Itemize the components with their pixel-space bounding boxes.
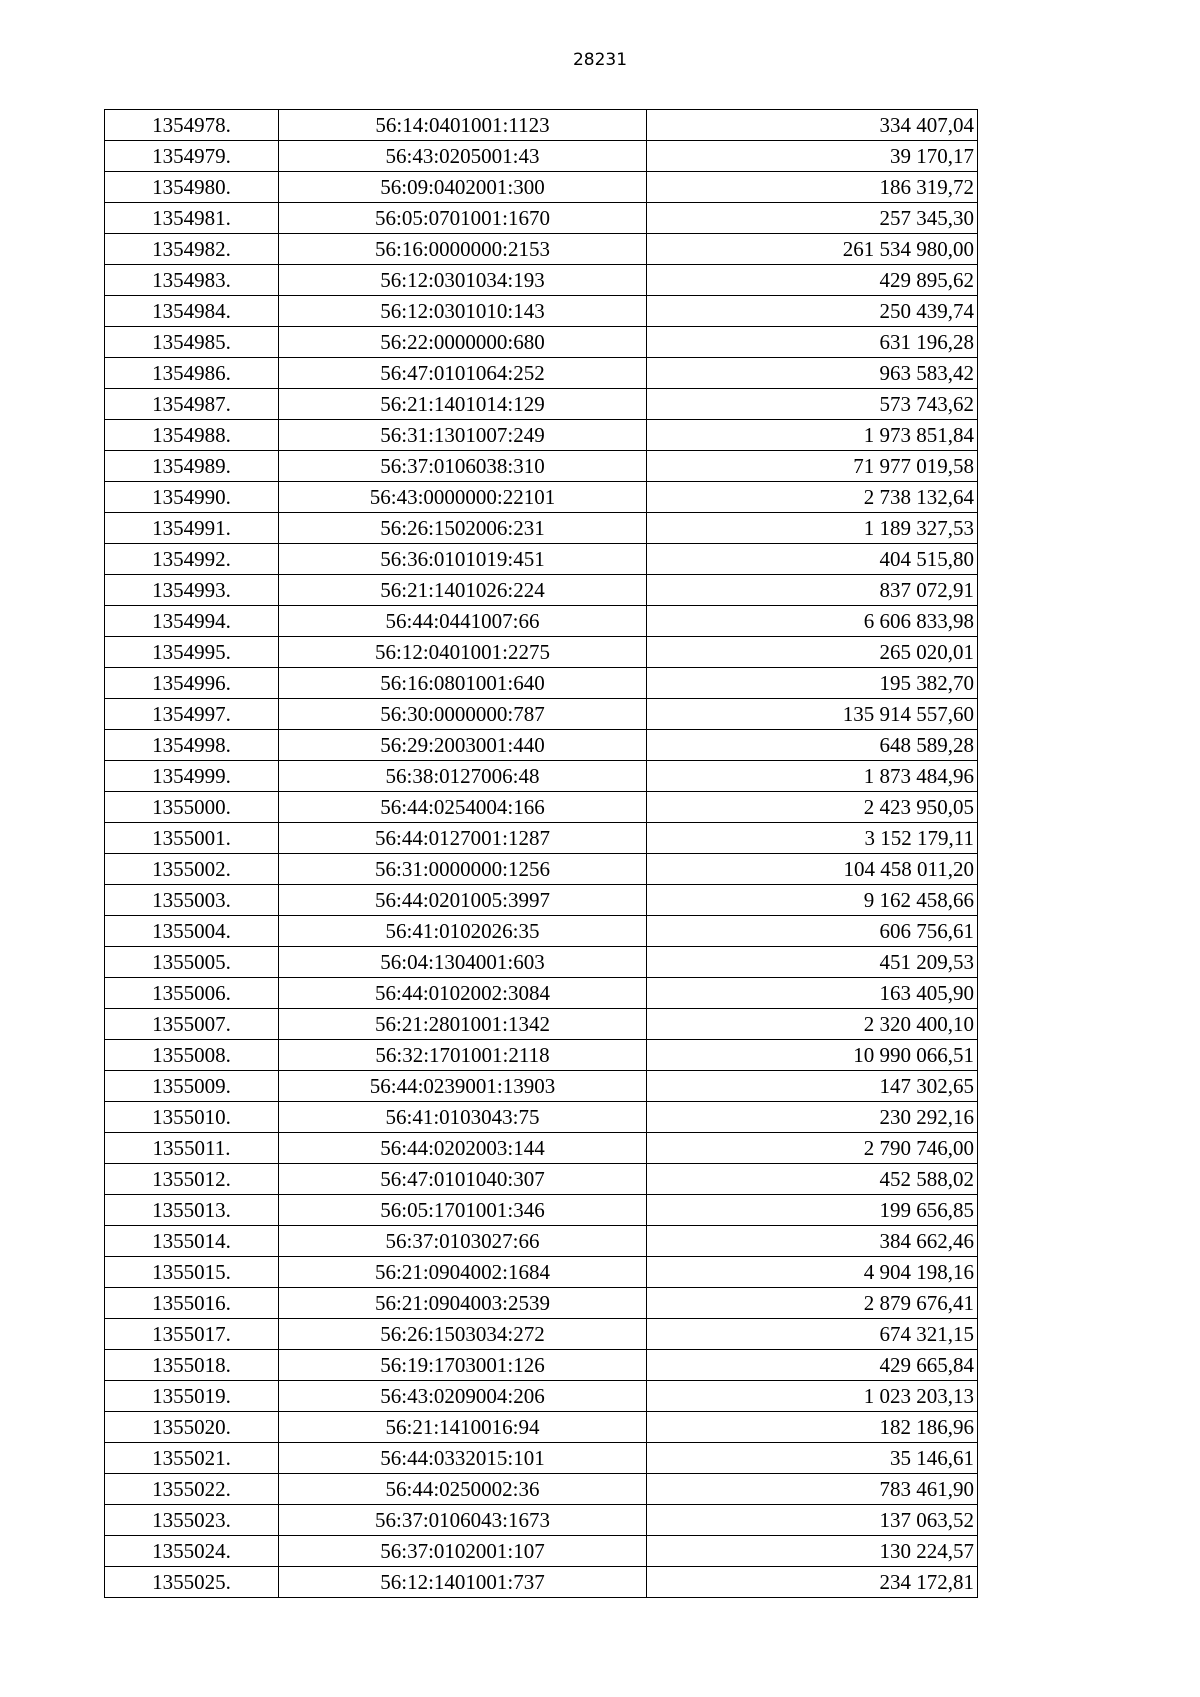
row-number-cell: 1355015. [105, 1257, 279, 1288]
row-number-cell: 1355004. [105, 916, 279, 947]
table-row [105, 1443, 978, 1474]
row-number-cell: 1355017. [105, 1319, 279, 1350]
table-row [105, 761, 978, 792]
table-row [105, 358, 978, 389]
cadastral-number-cell: 56:44:0127001:1287 [279, 823, 647, 854]
cadastral-value-cell: 783 461,90 [647, 1474, 978, 1505]
cadastral-value-cell: 674 321,15 [647, 1319, 978, 1350]
cadastral-value-cell: 573 743,62 [647, 389, 978, 420]
table-row [105, 730, 978, 761]
cadastral-number-cell: 56:22:0000000:680 [279, 327, 647, 358]
cadastral-value-cell: 1 023 203,13 [647, 1381, 978, 1412]
row-number-cell: 1355003. [105, 885, 279, 916]
table-row [105, 916, 978, 947]
row-number-cell: 1354993. [105, 575, 279, 606]
cadastral-value-cell: 606 756,61 [647, 916, 978, 947]
row-number-cell: 1354996. [105, 668, 279, 699]
cadastral-number-cell: 56:21:0904002:1684 [279, 1257, 647, 1288]
cadastral-value-cell: 257 345,30 [647, 203, 978, 234]
table-row [105, 1071, 978, 1102]
table-row [105, 699, 978, 730]
table-row [105, 1133, 978, 1164]
row-number-cell: 1354984. [105, 296, 279, 327]
cadastral-number-cell: 56:12:0301010:143 [279, 296, 647, 327]
row-number-cell: 1354982. [105, 234, 279, 265]
cadastral-value-cell: 182 186,96 [647, 1412, 978, 1443]
cadastral-value-cell: 3 152 179,11 [647, 823, 978, 854]
row-number-cell: 1354994. [105, 606, 279, 637]
row-number-cell: 1354981. [105, 203, 279, 234]
cadastral-number-cell: 56:37:0106043:1673 [279, 1505, 647, 1536]
cadastral-number-cell: 56:41:0103043:75 [279, 1102, 647, 1133]
table-row [105, 544, 978, 575]
cadastral-number-cell: 56:16:0801001:640 [279, 668, 647, 699]
table-row [105, 141, 978, 172]
cadastral-number-cell: 56:44:0250002:36 [279, 1474, 647, 1505]
cadastral-value-cell: 195 382,70 [647, 668, 978, 699]
cadastral-number-cell: 56:38:0127006:48 [279, 761, 647, 792]
cadastral-value-cell: 265 020,01 [647, 637, 978, 668]
row-number-cell: 1355000. [105, 792, 279, 823]
table-row [105, 1288, 978, 1319]
table-row [105, 110, 978, 141]
row-number-cell: 1355010. [105, 1102, 279, 1133]
cadastral-value-cell: 429 665,84 [647, 1350, 978, 1381]
cadastral-number-cell: 56:21:1401014:129 [279, 389, 647, 420]
cadastral-number-cell: 56:47:0101040:307 [279, 1164, 647, 1195]
row-number-cell: 1355006. [105, 978, 279, 1009]
cadastral-value-cell: 199 656,85 [647, 1195, 978, 1226]
cadastral-number-cell: 56:31:0000000:1256 [279, 854, 647, 885]
cadastral-number-cell: 56:26:1502006:231 [279, 513, 647, 544]
cadastral-value-cell: 452 588,02 [647, 1164, 978, 1195]
cadastral-number-cell: 56:43:0205001:43 [279, 141, 647, 172]
table-row [105, 234, 978, 265]
cadastral-number-cell: 56:12:0401001:2275 [279, 637, 647, 668]
cadastral-number-cell: 56:21:0904003:2539 [279, 1288, 647, 1319]
cadastral-number-cell: 56:14:0401001:1123 [279, 110, 647, 141]
cadastral-value-cell: 429 895,62 [647, 265, 978, 296]
table-row [105, 1567, 978, 1598]
row-number-cell: 1355013. [105, 1195, 279, 1226]
table-row [105, 637, 978, 668]
cadastral-value-cell: 71 977 019,58 [647, 451, 978, 482]
table-row [105, 823, 978, 854]
cadastral-value-cell: 1 973 851,84 [647, 420, 978, 451]
cadastral-value-cell: 404 515,80 [647, 544, 978, 575]
table-row [105, 1164, 978, 1195]
cadastral-value-cell: 837 072,91 [647, 575, 978, 606]
row-number-cell: 1354980. [105, 172, 279, 203]
cadastral-value-cell: 2 790 746,00 [647, 1133, 978, 1164]
row-number-cell: 1355014. [105, 1226, 279, 1257]
row-number-cell: 1354988. [105, 420, 279, 451]
cadastral-number-cell: 56:37:0102001:107 [279, 1536, 647, 1567]
table-row [105, 389, 978, 420]
cadastral-number-cell: 56:21:2801001:1342 [279, 1009, 647, 1040]
table-body [105, 110, 978, 1598]
cadastral-number-cell: 56:44:0201005:3997 [279, 885, 647, 916]
row-number-cell: 1355005. [105, 947, 279, 978]
cadastral-value-cell: 334 407,04 [647, 110, 978, 141]
row-number-cell: 1355001. [105, 823, 279, 854]
cadastral-number-cell: 56:30:0000000:787 [279, 699, 647, 730]
cadastral-value-cell: 2 320 400,10 [647, 1009, 978, 1040]
cadastral-number-cell: 56:44:0254004:166 [279, 792, 647, 823]
table-row [105, 1009, 978, 1040]
cadastral-value-cell: 2 738 132,64 [647, 482, 978, 513]
row-number-cell: 1354985. [105, 327, 279, 358]
cadastral-value-cell: 186 319,72 [647, 172, 978, 203]
table-row [105, 978, 978, 1009]
cadastral-number-cell: 56:41:0102026:35 [279, 916, 647, 947]
cadastral-number-cell: 56:21:1410016:94 [279, 1412, 647, 1443]
table-row [105, 513, 978, 544]
table-row [105, 1319, 978, 1350]
row-number-cell: 1355016. [105, 1288, 279, 1319]
cadastral-number-cell: 56:43:0209004:206 [279, 1381, 647, 1412]
row-number-cell: 1355025. [105, 1567, 279, 1598]
cadastral-value-cell: 2 879 676,41 [647, 1288, 978, 1319]
cadastral-number-cell: 56:16:0000000:2153 [279, 234, 647, 265]
table-row [105, 947, 978, 978]
cadastral-number-cell: 56:37:0103027:66 [279, 1226, 647, 1257]
cadastral-value-cell: 10 990 066,51 [647, 1040, 978, 1071]
row-number-cell: 1354995. [105, 637, 279, 668]
table-row [105, 172, 978, 203]
table-row [105, 1102, 978, 1133]
table-row [105, 606, 978, 637]
table-row [105, 792, 978, 823]
cadastral-number-cell: 56:31:1301007:249 [279, 420, 647, 451]
cadastral-number-cell: 56:29:2003001:440 [279, 730, 647, 761]
table-row [105, 1226, 978, 1257]
cadastral-value-cell: 230 292,16 [647, 1102, 978, 1133]
cadastral-number-cell: 56:37:0106038:310 [279, 451, 647, 482]
row-number-cell: 1355023. [105, 1505, 279, 1536]
cadastral-value-cell: 1 873 484,96 [647, 761, 978, 792]
cadastral-number-cell: 56:19:1703001:126 [279, 1350, 647, 1381]
row-number-cell: 1354997. [105, 699, 279, 730]
table-row [105, 203, 978, 234]
row-number-cell: 1354978. [105, 110, 279, 141]
cadastral-value-cell: 137 063,52 [647, 1505, 978, 1536]
row-number-cell: 1355020. [105, 1412, 279, 1443]
row-number-cell: 1354990. [105, 482, 279, 513]
cadastral-number-cell: 56:44:0441007:66 [279, 606, 647, 637]
page-number: 28231 [572, 50, 628, 70]
cadastral-number-cell: 56:36:0101019:451 [279, 544, 647, 575]
table-row [105, 885, 978, 916]
row-number-cell: 1354992. [105, 544, 279, 575]
cadastral-value-cell: 147 302,65 [647, 1071, 978, 1102]
table-row [105, 668, 978, 699]
table-row [105, 482, 978, 513]
row-number-cell: 1355011. [105, 1133, 279, 1164]
cadastral-value-cell: 384 662,46 [647, 1226, 978, 1257]
cadastral-value-cell: 9 162 458,66 [647, 885, 978, 916]
table-row [105, 265, 978, 296]
table-row [105, 1350, 978, 1381]
table-row [105, 296, 978, 327]
row-number-cell: 1355019. [105, 1381, 279, 1412]
row-number-cell: 1355007. [105, 1009, 279, 1040]
row-number-cell: 1355021. [105, 1443, 279, 1474]
table-row [105, 451, 978, 482]
row-number-cell: 1355008. [105, 1040, 279, 1071]
cadastral-value-cell: 963 583,42 [647, 358, 978, 389]
row-number-cell: 1355022. [105, 1474, 279, 1505]
cadastral-value-cell: 130 224,57 [647, 1536, 978, 1567]
row-number-cell: 1354999. [105, 761, 279, 792]
table-row [105, 1257, 978, 1288]
row-number-cell: 1354979. [105, 141, 279, 172]
row-number-cell: 1355018. [105, 1350, 279, 1381]
cadastral-value-cell: 648 589,28 [647, 730, 978, 761]
cadastral-number-cell: 56:44:0102002:3084 [279, 978, 647, 1009]
row-number-cell: 1354983. [105, 265, 279, 296]
cadastral-value-cell: 39 170,17 [647, 141, 978, 172]
cadastral-number-cell: 56:43:0000000:22101 [279, 482, 647, 513]
table-row [105, 575, 978, 606]
cadastral-value-cell: 261 534 980,00 [647, 234, 978, 265]
cadastral-value-cell: 250 439,74 [647, 296, 978, 327]
cadastral-value-cell: 4 904 198,16 [647, 1257, 978, 1288]
cadastral-number-cell: 56:04:1304001:603 [279, 947, 647, 978]
table-row [105, 1195, 978, 1226]
row-number-cell: 1355009. [105, 1071, 279, 1102]
cadastral-number-cell: 56:44:0239001:13903 [279, 1071, 647, 1102]
table-row [105, 1381, 978, 1412]
row-number-cell: 1355012. [105, 1164, 279, 1195]
cadastral-number-cell: 56:44:0202003:144 [279, 1133, 647, 1164]
row-number-cell: 1354991. [105, 513, 279, 544]
table-row [105, 1412, 978, 1443]
row-number-cell: 1354986. [105, 358, 279, 389]
cadastral-value-table [104, 109, 978, 1598]
row-number-cell: 1354987. [105, 389, 279, 420]
table-row [105, 1474, 978, 1505]
table-row [105, 1536, 978, 1567]
cadastral-value-cell: 163 405,90 [647, 978, 978, 1009]
row-number-cell: 1355024. [105, 1536, 279, 1567]
cadastral-number-cell: 56:05:1701001:346 [279, 1195, 647, 1226]
row-number-cell: 1355002. [105, 854, 279, 885]
cadastral-value-cell: 35 146,61 [647, 1443, 978, 1474]
cadastral-number-cell: 56:09:0402001:300 [279, 172, 647, 203]
row-number-cell: 1354998. [105, 730, 279, 761]
cadastral-number-cell: 56:12:1401001:737 [279, 1567, 647, 1598]
row-number-cell: 1354989. [105, 451, 279, 482]
cadastral-number-cell: 56:32:1701001:2118 [279, 1040, 647, 1071]
cadastral-value-cell: 631 196,28 [647, 327, 978, 358]
cadastral-value-cell: 2 423 950,05 [647, 792, 978, 823]
cadastral-number-cell: 56:21:1401026:224 [279, 575, 647, 606]
cadastral-number-cell: 56:12:0301034:193 [279, 265, 647, 296]
cadastral-value-cell: 104 458 011,20 [647, 854, 978, 885]
table-row [105, 420, 978, 451]
cadastral-number-cell: 56:05:0701001:1670 [279, 203, 647, 234]
cadastral-value-cell: 6 606 833,98 [647, 606, 978, 637]
cadastral-number-cell: 56:47:0101064:252 [279, 358, 647, 389]
cadastral-value-cell: 451 209,53 [647, 947, 978, 978]
cadastral-value-cell: 135 914 557,60 [647, 699, 978, 730]
cadastral-value-cell: 234 172,81 [647, 1567, 978, 1598]
table-row [105, 1040, 978, 1071]
cadastral-number-cell: 56:26:1503034:272 [279, 1319, 647, 1350]
cadastral-number-cell: 56:44:0332015:101 [279, 1443, 647, 1474]
table-row [105, 854, 978, 885]
cadastral-value-cell: 1 189 327,53 [647, 513, 978, 544]
table-row [105, 1505, 978, 1536]
table-row [105, 327, 978, 358]
